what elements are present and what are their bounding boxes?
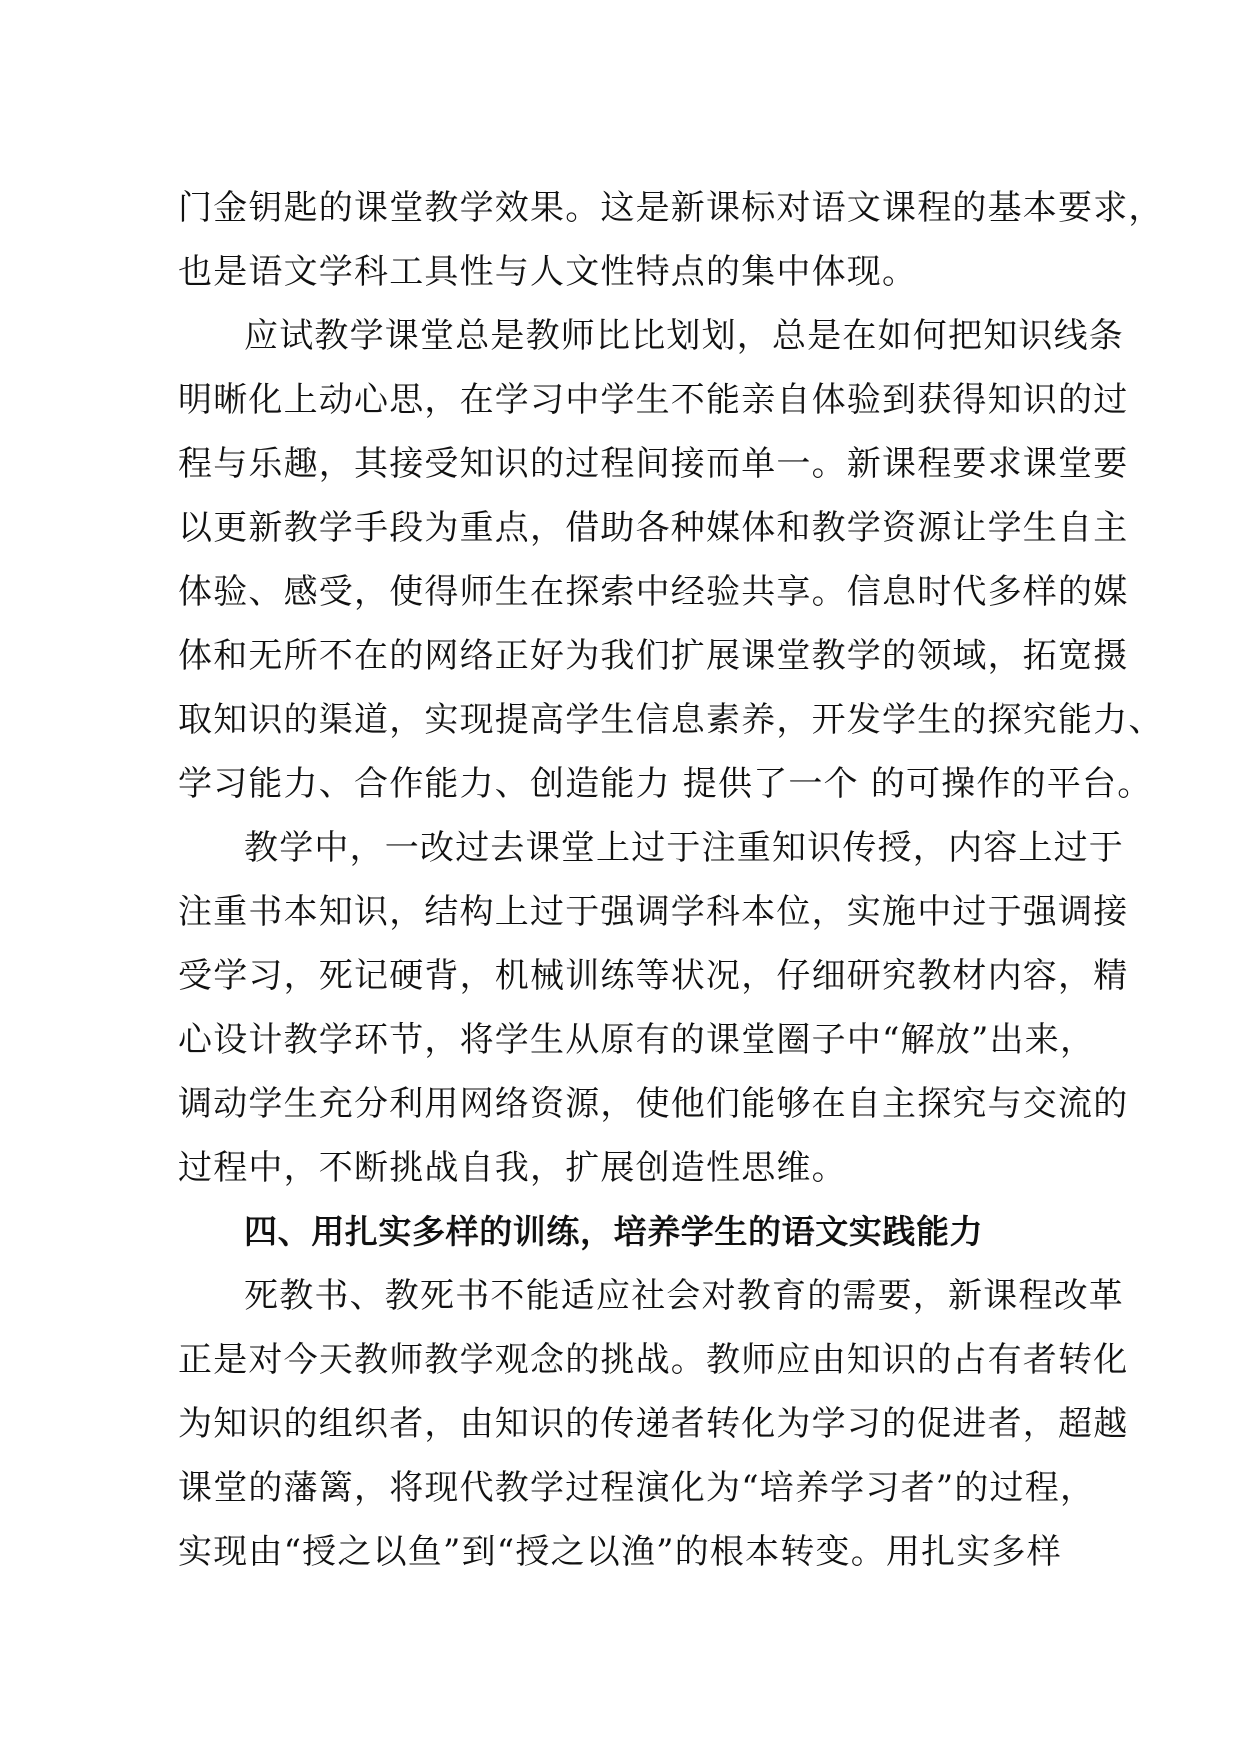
text-line: 为知识的组织者，由知识的传递者转化为学习的促进者，超越 <box>178 1404 1129 1444</box>
text-line: 过程中，不断挑战自我，扩展创造性思维。 <box>178 1148 847 1188</box>
paragraph-first-line: 应试教学课堂总是教师比比划划，总是在如何把知识线条 <box>244 316 1124 356</box>
text-line: 学习能力、合作能力、创造能力 提供了一个 的可操作的平台。 <box>178 764 1153 804</box>
text-line: 明晰化上动心思，在学习中学生不能亲自体验到获得知识的过 <box>178 380 1129 420</box>
text-line: 调动学生充分利用网络资源，使他们能够在自主探究与交流的 <box>178 1084 1129 1124</box>
text-line: 程与乐趣，其接受知识的过程间接而单一。新课程要求课堂要 <box>178 444 1129 484</box>
section-heading: 四、用扎实多样的训练，培养学生的语文实践能力 <box>244 1212 984 1251</box>
text-line: 体和无所不在的网络正好为我们扩展课堂教学的领域，拓宽摄 <box>178 636 1129 676</box>
text-line: 也是语文学科工具性与人文性特点的集中体现。 <box>178 252 918 292</box>
paragraph-first-line: 教学中，一改过去课堂上过于注重知识传授，内容上过于 <box>244 828 1124 868</box>
text-line: 门金钥匙的课堂教学效果。这是新课标对语文课程的基本要求， <box>178 188 1164 228</box>
text-line: 体验、感受，使得师生在探索中经验共享。信息时代多样的媒 <box>178 572 1129 612</box>
text-line: 实现由“授之以鱼”到“授之以渔”的根本转变。用扎实多样 <box>178 1532 1062 1572</box>
text-line: 以更新教学手段为重点，借助各种媒体和教学资源让学生自主 <box>178 508 1129 548</box>
text-line: 课堂的藩篱，将现代教学过程演化为“培养学习者”的过程， <box>178 1468 1096 1508</box>
text-line: 取知识的渠道，实现提高学生信息素养，开发学生的探究能力、 <box>178 700 1164 740</box>
text-line: 正是对今天教师教学观念的挑战。教师应由知识的占有者转化 <box>178 1340 1129 1380</box>
paragraph-first-line: 死教书、教死书不能适应社会对教育的需要，新课程改革 <box>244 1276 1124 1316</box>
text-line: 注重书本知识，结构上过于强调学科本位，实施中过于强调接 <box>178 892 1129 932</box>
document-body <box>178 176 1164 1584</box>
text-line: 心设计教学环节，将学生从原有的课堂圈子中“解放”出来， <box>178 1020 1096 1060</box>
text-line: 受学习，死记硬背，机械训练等状况，仔细研究教材内容，精 <box>178 956 1129 996</box>
